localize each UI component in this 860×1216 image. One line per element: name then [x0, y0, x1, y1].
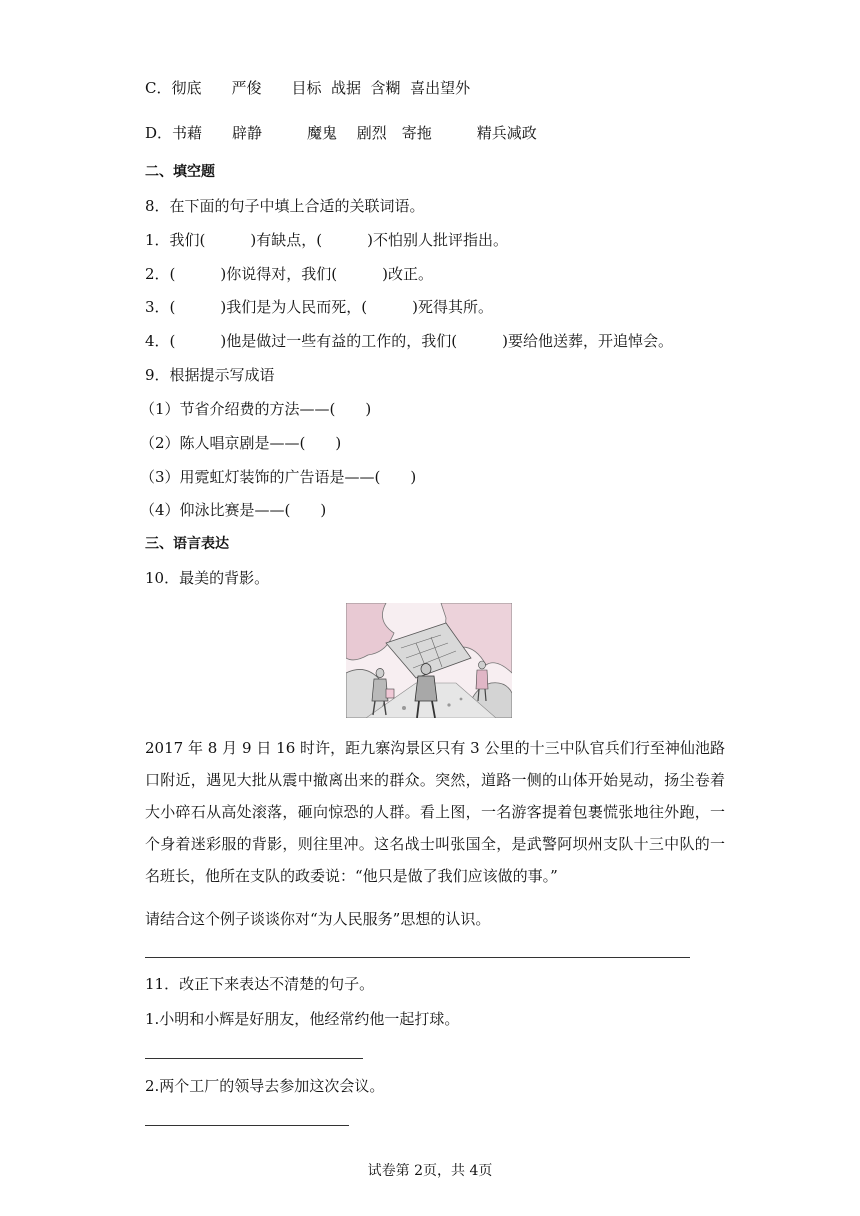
- q11-item-2: 2.两个工厂的领导去参加这次会议。: [145, 1077, 385, 1095]
- q8-item-1: 1．我们( )有缺点，( )不怕别人批评指出。: [145, 231, 508, 249]
- q11-item-1: 1.小明和小辉是好朋友，他经常约他一起打球。: [145, 1010, 460, 1028]
- q11-answer-line-1[interactable]: [145, 1058, 363, 1059]
- q10-prompt: 请结合这个例子谈谈你对“为人民服务”思想的认识。: [145, 910, 491, 928]
- q11-answer-line-2[interactable]: [145, 1125, 349, 1126]
- q9-item-4: （4）仰泳比赛是——( ): [140, 501, 327, 519]
- q8-stem: 8．在下面的句子中填上合适的关联词语。: [145, 197, 425, 215]
- section-3-title: 三、语言表达: [145, 536, 229, 552]
- page-footer: 试卷第 2页，共 4页: [367, 1163, 493, 1179]
- q10-passage: 2017 年 8 月 9 日 16 时许，距九寨沟景区只有 3 公里的十三中队官兵们行至神仙池路口附近，遇见大批从震中撤离出来的群众。突然，道路一侧的山体开始晃动，扬尘卷着大小碎石从高处滚落，砸向惊恐的人群。看上图，一名游客提着包裹慌张地往外跑，一个身着迷彩服的背影，则往里冲。这名战士叫张国全，是武警阿坝州支队十三中队的一名班长，他所在支队的政委说：“他只是做了我们应该做的事。”: [145, 739, 725, 885]
- q10-stem: 10．最美的背影。: [145, 569, 270, 587]
- q10-answer-line[interactable]: [145, 957, 690, 958]
- option-d: D．书藉 辟静 魔鬼 剧烈 寄拖 精兵减政: [145, 124, 537, 142]
- option-c: C．彻底 严俊 目标 战据 含糊 喜出望外: [145, 79, 471, 97]
- q9-item-2: （2）陈人唱京剧是——( ): [140, 434, 342, 452]
- q8-item-2: 2．( )你说得对，我们( )改正。: [145, 265, 433, 283]
- earthquake-illustration: [346, 603, 512, 718]
- q9-item-1: （1）节省介绍费的方法——( ): [140, 400, 372, 418]
- q8-item-3: 3．( )我们是为人民而死，( )死得其所。: [145, 298, 493, 316]
- q11-stem: 11．改正下来表达不清楚的句子。: [145, 975, 375, 993]
- q8-item-4: 4．( )他是做过一些有益的工作的，我们( )要给他送葬，开追悼会。: [145, 332, 673, 350]
- q9-stem: 9．根据提示写成语: [145, 366, 275, 384]
- q9-item-3: （3）用霓虹灯装饰的广告语是——( ): [140, 468, 417, 486]
- section-2-title: 二、填空题: [145, 164, 215, 180]
